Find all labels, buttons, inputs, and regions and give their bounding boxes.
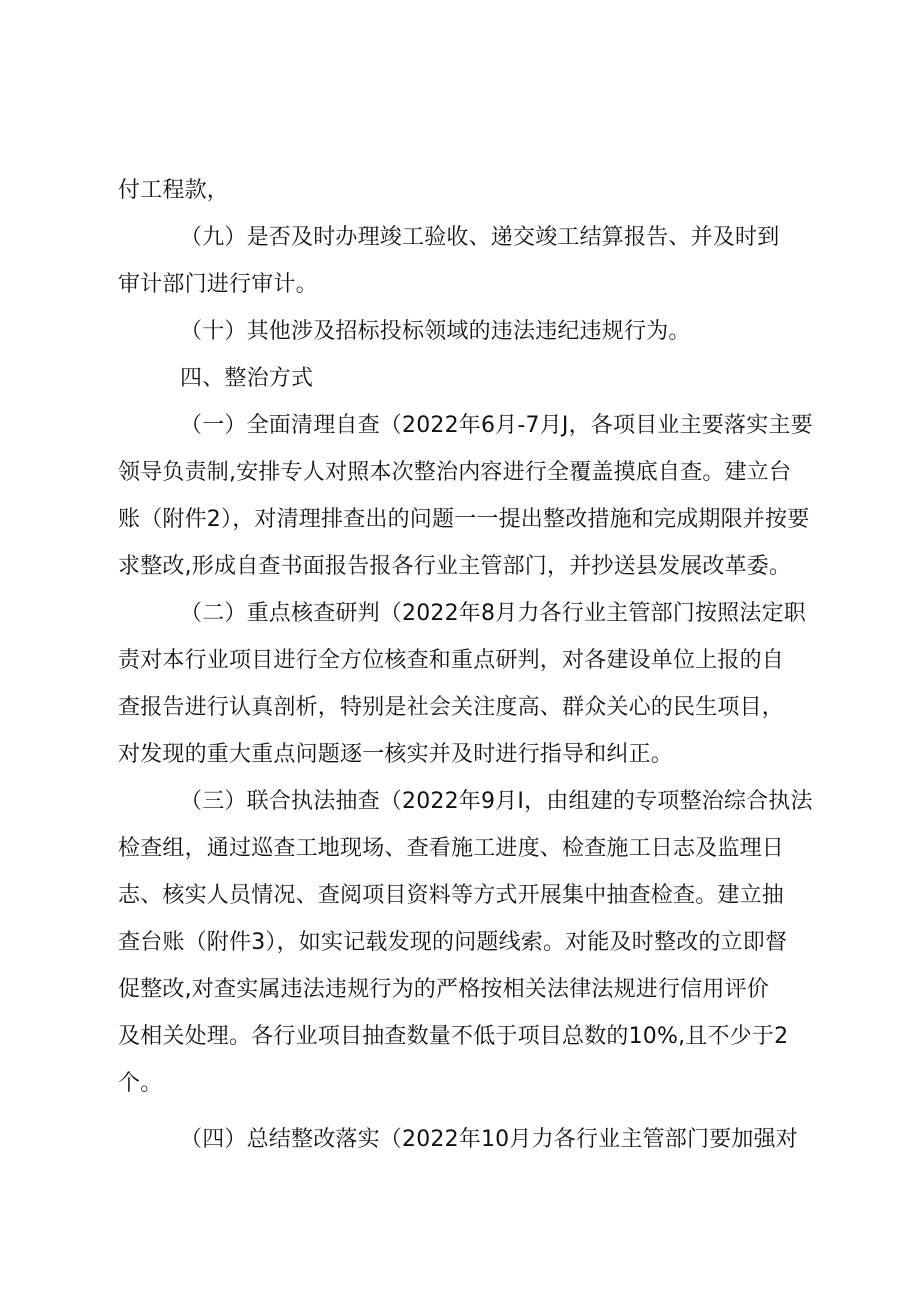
- text-line: 个。: [118, 1071, 163, 1096]
- text-line: 对发现的重大重点问题逐一核实并及时进行指导和纠正。: [118, 742, 674, 767]
- subsection-four-heading: （四）总结整改落实（2022年10月力各行业主管部门要加强对: [180, 1127, 798, 1152]
- item-ten-heading: （十）其他涉及招标投标领域的违法违纪违规行为。: [180, 319, 691, 344]
- text-line: 查报告进行认真剖析，特别是社会关注度高、群众关心的民生项目，: [118, 695, 785, 720]
- subsection-two-heading: （二）重点核查研判（2022年8月力各行业主管部门按照法定职: [180, 601, 806, 626]
- text-line: 求整改,形成自查书面报告报各行业主管部门，并抄送县发展改革委。: [118, 554, 792, 579]
- text-line: 付工程款，: [118, 178, 230, 203]
- text-line: 检查组，通过巡查工地现场、查看施工进度、检查施工日志及监理日: [118, 836, 785, 861]
- subsection-one-heading: （一）全面清理自查（2022年6月-7月J，各项目业主要落实主要: [180, 413, 813, 438]
- text-line: 领导负责制,安排专人对照本次整治内容进行全覆盖摸底自查。建立台: [118, 460, 792, 485]
- text-line: 促整改,对查实属违法违规行为的严格按相关法律法规进行信用评价: [118, 977, 769, 1002]
- text-line: 志、核实人员情况、查阅项目资料等方式开展集中抽查检查。建立抽: [118, 883, 785, 908]
- document-body: [118, 167, 818, 1163]
- text-line: 查台账（附件3），如实记载发现的问题线索。对能及时整改的立即督: [118, 930, 788, 955]
- text-line: 及相关处理。各行业项目抽查数量不低于项目总数的10%,且不少于2: [118, 1024, 789, 1049]
- text-line: 责对本行业项目进行全方位核查和重点研判，对各建设单位上报的自: [118, 648, 785, 673]
- subsection-three-heading: （三）联合执法抽查（2022年9月I，由组建的专项整治综合执法: [180, 789, 813, 814]
- item-nine-heading: （九）是否及时办理竣工验收、递交竣工结算报告、并及时到: [180, 225, 780, 250]
- text-line: 审计部门进行审计。: [118, 272, 318, 297]
- section-heading: 四、整治方式: [180, 366, 314, 391]
- text-line: 账（附件2），对清理排查出的问题一一提出整改措施和完成期限并按要: [118, 507, 810, 532]
